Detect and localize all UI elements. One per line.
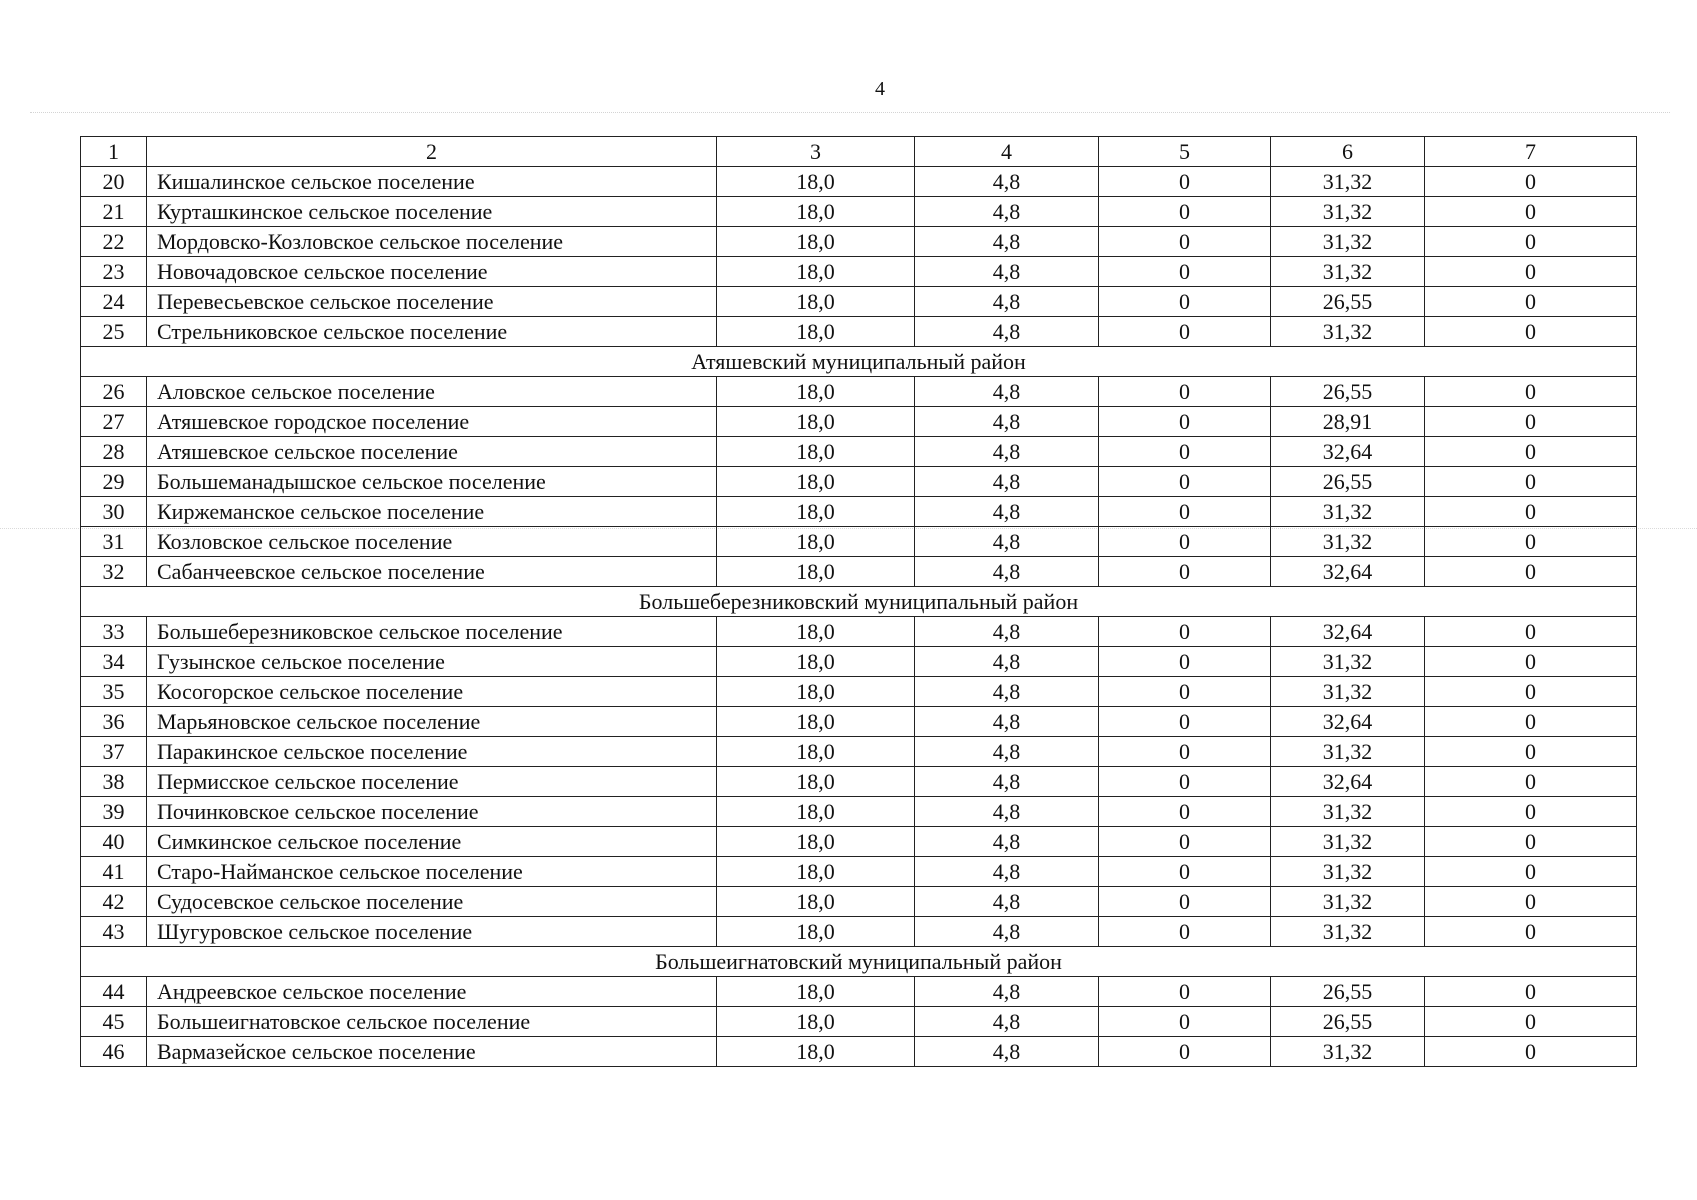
column-header: 4 (915, 137, 1099, 167)
value-cell-col4: 4,8 (915, 407, 1099, 437)
settlement-name-cell: Новочадовское сельское поселение (147, 257, 717, 287)
row-number-cell: 37 (81, 737, 147, 767)
settlement-name-cell: Курташкинское сельское поселение (147, 197, 717, 227)
table-header-row (81, 137, 1637, 167)
value-cell-col5: 0 (1099, 407, 1271, 437)
settlement-name-cell: Паракинское сельское поселение (147, 737, 717, 767)
value-cell-col4: 4,8 (915, 287, 1099, 317)
value-cell-col5: 0 (1099, 797, 1271, 827)
value-cell-col5: 0 (1099, 737, 1271, 767)
value-cell-col6: 31,32 (1271, 1037, 1425, 1067)
value-cell-col7: 0 (1425, 527, 1637, 557)
value-cell-col4: 4,8 (915, 467, 1099, 497)
value-cell-col3: 18,0 (717, 287, 915, 317)
value-cell-col5: 0 (1099, 227, 1271, 257)
column-header: 1 (81, 137, 147, 167)
value-cell-col4: 4,8 (915, 737, 1099, 767)
row-number-cell: 36 (81, 707, 147, 737)
row-number-cell: 24 (81, 287, 147, 317)
value-cell-col6: 26,55 (1271, 377, 1425, 407)
row-number-cell: 29 (81, 467, 147, 497)
value-cell-col7: 0 (1425, 227, 1637, 257)
settlement-name-cell: Козловское сельское поселение (147, 527, 717, 557)
row-number-cell: 22 (81, 227, 147, 257)
value-cell-col3: 18,0 (717, 227, 915, 257)
value-cell-col5: 0 (1099, 557, 1271, 587)
value-cell-col7: 0 (1425, 977, 1637, 1007)
table-row (81, 377, 1637, 407)
table-row (81, 167, 1637, 197)
table-row (81, 797, 1637, 827)
value-cell-col3: 18,0 (717, 557, 915, 587)
table-row (81, 467, 1637, 497)
value-cell-col5: 0 (1099, 1037, 1271, 1067)
row-number-cell: 38 (81, 767, 147, 797)
value-cell-col3: 18,0 (717, 707, 915, 737)
value-cell-col3: 18,0 (717, 827, 915, 857)
row-number-cell: 23 (81, 257, 147, 287)
column-header: 3 (717, 137, 915, 167)
value-cell-col3: 18,0 (717, 917, 915, 947)
value-cell-col7: 0 (1425, 1007, 1637, 1037)
value-cell-col6: 26,55 (1271, 467, 1425, 497)
settlement-name-cell: Починковское сельское поселение (147, 797, 717, 827)
value-cell-col3: 18,0 (717, 317, 915, 347)
settlement-name-cell: Перевесьевское сельское поселение (147, 287, 717, 317)
value-cell-col5: 0 (1099, 767, 1271, 797)
table-row (81, 1037, 1637, 1067)
value-cell-col6: 31,32 (1271, 737, 1425, 767)
settlement-name-cell: Аловское сельское поселение (147, 377, 717, 407)
value-cell-col4: 4,8 (915, 257, 1099, 287)
value-cell-col3: 18,0 (717, 467, 915, 497)
value-cell-col7: 0 (1425, 827, 1637, 857)
table-row (81, 497, 1637, 527)
value-cell-col3: 18,0 (717, 617, 915, 647)
table-row (81, 227, 1637, 257)
table-row (81, 767, 1637, 797)
value-cell-col4: 4,8 (915, 887, 1099, 917)
value-cell-col6: 31,32 (1271, 167, 1425, 197)
row-number-cell: 33 (81, 617, 147, 647)
value-cell-col5: 0 (1099, 707, 1271, 737)
value-cell-col7: 0 (1425, 497, 1637, 527)
value-cell-col7: 0 (1425, 437, 1637, 467)
value-cell-col4: 4,8 (915, 227, 1099, 257)
value-cell-col5: 0 (1099, 527, 1271, 557)
value-cell-col4: 4,8 (915, 707, 1099, 737)
value-cell-col6: 31,32 (1271, 647, 1425, 677)
table-row (81, 527, 1637, 557)
settlement-name-cell: Андреевское сельское поселение (147, 977, 717, 1007)
value-cell-col3: 18,0 (717, 977, 915, 1007)
value-cell-col7: 0 (1425, 797, 1637, 827)
settlement-name-cell: Атяшевское сельское поселение (147, 437, 717, 467)
value-cell-col3: 18,0 (717, 437, 915, 467)
value-cell-col4: 4,8 (915, 527, 1099, 557)
value-cell-col3: 18,0 (717, 377, 915, 407)
district-heading-row (81, 587, 1637, 617)
value-cell-col7: 0 (1425, 1037, 1637, 1067)
column-header: 5 (1099, 137, 1271, 167)
settlement-name-cell: Шугуровское сельское поселение (147, 917, 717, 947)
value-cell-col5: 0 (1099, 467, 1271, 497)
table-body (81, 137, 1637, 1067)
value-cell-col6: 28,91 (1271, 407, 1425, 437)
value-cell-col6: 32,64 (1271, 437, 1425, 467)
value-cell-col6: 31,32 (1271, 227, 1425, 257)
value-cell-col4: 4,8 (915, 1007, 1099, 1037)
settlement-name-cell: Большеигнатовское сельское поселение (147, 1007, 717, 1037)
value-cell-col6: 31,32 (1271, 797, 1425, 827)
table-row (81, 407, 1637, 437)
value-cell-col7: 0 (1425, 197, 1637, 227)
page-number: 4 (875, 78, 885, 100)
value-cell-col5: 0 (1099, 917, 1271, 947)
settlement-name-cell: Атяшевское городское поселение (147, 407, 717, 437)
district-name: Атяшевский муниципальный район (81, 347, 1637, 377)
value-cell-col5: 0 (1099, 977, 1271, 1007)
value-cell-col5: 0 (1099, 887, 1271, 917)
value-cell-col3: 18,0 (717, 1007, 915, 1037)
value-cell-col4: 4,8 (915, 497, 1099, 527)
value-cell-col7: 0 (1425, 857, 1637, 887)
settlement-name-cell: Симкинское сельское поселение (147, 827, 717, 857)
table-row (81, 917, 1637, 947)
value-cell-col3: 18,0 (717, 737, 915, 767)
value-cell-col6: 31,32 (1271, 497, 1425, 527)
value-cell-col4: 4,8 (915, 647, 1099, 677)
table-row (81, 647, 1637, 677)
table-row (81, 887, 1637, 917)
settlement-name-cell: Большеманадышское сельское поселение (147, 467, 717, 497)
value-cell-col6: 31,32 (1271, 257, 1425, 287)
value-cell-col5: 0 (1099, 167, 1271, 197)
table-row (81, 617, 1637, 647)
row-number-cell: 31 (81, 527, 147, 557)
row-number-cell: 26 (81, 377, 147, 407)
value-cell-col7: 0 (1425, 407, 1637, 437)
row-number-cell: 35 (81, 677, 147, 707)
value-cell-col3: 18,0 (717, 257, 915, 287)
row-number-cell: 27 (81, 407, 147, 437)
value-cell-col6: 31,32 (1271, 827, 1425, 857)
value-cell-col5: 0 (1099, 437, 1271, 467)
value-cell-col3: 18,0 (717, 407, 915, 437)
value-cell-col7: 0 (1425, 467, 1637, 497)
row-number-cell: 40 (81, 827, 147, 857)
row-number-cell: 30 (81, 497, 147, 527)
value-cell-col5: 0 (1099, 617, 1271, 647)
value-cell-col3: 18,0 (717, 677, 915, 707)
value-cell-col7: 0 (1425, 557, 1637, 587)
scan-artifact-line (30, 112, 1670, 113)
value-cell-col4: 4,8 (915, 827, 1099, 857)
settlement-name-cell: Судосевское сельское поселение (147, 887, 717, 917)
row-number-cell: 42 (81, 887, 147, 917)
row-number-cell: 44 (81, 977, 147, 1007)
table-row (81, 677, 1637, 707)
value-cell-col7: 0 (1425, 737, 1637, 767)
value-cell-col4: 4,8 (915, 797, 1099, 827)
value-cell-col7: 0 (1425, 167, 1637, 197)
table-row (81, 437, 1637, 467)
value-cell-col7: 0 (1425, 647, 1637, 677)
value-cell-col5: 0 (1099, 827, 1271, 857)
value-cell-col7: 0 (1425, 377, 1637, 407)
table-row (81, 737, 1637, 767)
value-cell-col4: 4,8 (915, 677, 1099, 707)
column-header: 2 (147, 137, 717, 167)
value-cell-col7: 0 (1425, 617, 1637, 647)
row-number-cell: 21 (81, 197, 147, 227)
table-row (81, 977, 1637, 1007)
value-cell-col3: 18,0 (717, 797, 915, 827)
value-cell-col5: 0 (1099, 197, 1271, 227)
settlement-name-cell: Вармазейское сельское поселение (147, 1037, 717, 1067)
value-cell-col3: 18,0 (717, 497, 915, 527)
settlement-name-cell: Мордовско-Козловское сельское поселение (147, 227, 717, 257)
settlement-name-cell: Сабанчеевское сельское поселение (147, 557, 717, 587)
row-number-cell: 32 (81, 557, 147, 587)
district-name: Большеигнатовский муниципальный район (81, 947, 1637, 977)
row-number-cell: 46 (81, 1037, 147, 1067)
column-header: 6 (1271, 137, 1425, 167)
value-cell-col7: 0 (1425, 767, 1637, 797)
value-cell-col7: 0 (1425, 317, 1637, 347)
value-cell-col6: 31,32 (1271, 887, 1425, 917)
table-row (81, 257, 1637, 287)
value-cell-col3: 18,0 (717, 887, 915, 917)
value-cell-col3: 18,0 (717, 1037, 915, 1067)
row-number-cell: 25 (81, 317, 147, 347)
value-cell-col3: 18,0 (717, 527, 915, 557)
value-cell-col4: 4,8 (915, 317, 1099, 347)
value-cell-col6: 31,32 (1271, 317, 1425, 347)
value-cell-col6: 31,32 (1271, 527, 1425, 557)
district-heading-row (81, 947, 1637, 977)
data-table (80, 136, 1637, 1067)
table-row (81, 317, 1637, 347)
value-cell-col5: 0 (1099, 857, 1271, 887)
value-cell-col7: 0 (1425, 707, 1637, 737)
settlement-name-cell: Марьяновское сельское поселение (147, 707, 717, 737)
value-cell-col6: 31,32 (1271, 917, 1425, 947)
settlement-name-cell: Большеберезниковское сельское поселение (147, 617, 717, 647)
value-cell-col6: 32,64 (1271, 617, 1425, 647)
settlement-name-cell: Кишалинское сельское поселение (147, 167, 717, 197)
value-cell-col5: 0 (1099, 677, 1271, 707)
table-row (81, 287, 1637, 317)
value-cell-col4: 4,8 (915, 167, 1099, 197)
value-cell-col6: 32,64 (1271, 707, 1425, 737)
settlement-name-cell: Старо-Найманское сельское поселение (147, 857, 717, 887)
value-cell-col3: 18,0 (717, 647, 915, 677)
value-cell-col4: 4,8 (915, 767, 1099, 797)
value-cell-col3: 18,0 (717, 197, 915, 227)
value-cell-col4: 4,8 (915, 197, 1099, 227)
value-cell-col4: 4,8 (915, 557, 1099, 587)
row-number-cell: 41 (81, 857, 147, 887)
value-cell-col4: 4,8 (915, 617, 1099, 647)
value-cell-col4: 4,8 (915, 917, 1099, 947)
settlement-name-cell: Пермисское сельское поселение (147, 767, 717, 797)
row-number-cell: 43 (81, 917, 147, 947)
district-name: Большеберезниковский муниципальный район (81, 587, 1637, 617)
settlement-name-cell: Киржеманское сельское поселение (147, 497, 717, 527)
value-cell-col5: 0 (1099, 257, 1271, 287)
table-row (81, 707, 1637, 737)
value-cell-col3: 18,0 (717, 767, 915, 797)
value-cell-col5: 0 (1099, 647, 1271, 677)
value-cell-col5: 0 (1099, 377, 1271, 407)
table-row (81, 557, 1637, 587)
value-cell-col6: 31,32 (1271, 197, 1425, 227)
value-cell-col6: 31,32 (1271, 677, 1425, 707)
district-heading-row (81, 347, 1637, 377)
settlement-name-cell: Косогорское сельское поселение (147, 677, 717, 707)
value-cell-col3: 18,0 (717, 857, 915, 887)
value-cell-col7: 0 (1425, 287, 1637, 317)
column-header: 7 (1425, 137, 1637, 167)
value-cell-col4: 4,8 (915, 437, 1099, 467)
value-cell-col5: 0 (1099, 287, 1271, 317)
value-cell-col4: 4,8 (915, 977, 1099, 1007)
value-cell-col7: 0 (1425, 257, 1637, 287)
value-cell-col3: 18,0 (717, 167, 915, 197)
table-row (81, 1007, 1637, 1037)
settlement-name-cell: Гузынское сельское поселение (147, 647, 717, 677)
value-cell-col6: 26,55 (1271, 977, 1425, 1007)
row-number-cell: 28 (81, 437, 147, 467)
value-cell-col7: 0 (1425, 677, 1637, 707)
value-cell-col5: 0 (1099, 497, 1271, 527)
value-cell-col5: 0 (1099, 317, 1271, 347)
table-row (81, 827, 1637, 857)
value-cell-col7: 0 (1425, 887, 1637, 917)
value-cell-col6: 32,64 (1271, 557, 1425, 587)
value-cell-col6: 26,55 (1271, 287, 1425, 317)
value-cell-col6: 26,55 (1271, 1007, 1425, 1037)
value-cell-col6: 31,32 (1271, 857, 1425, 887)
row-number-cell: 45 (81, 1007, 147, 1037)
row-number-cell: 34 (81, 647, 147, 677)
value-cell-col5: 0 (1099, 1007, 1271, 1037)
value-cell-col4: 4,8 (915, 857, 1099, 887)
row-number-cell: 20 (81, 167, 147, 197)
value-cell-col4: 4,8 (915, 1037, 1099, 1067)
table-row (81, 857, 1637, 887)
table-row (81, 197, 1637, 227)
row-number-cell: 39 (81, 797, 147, 827)
value-cell-col6: 32,64 (1271, 767, 1425, 797)
value-cell-col7: 0 (1425, 917, 1637, 947)
value-cell-col4: 4,8 (915, 377, 1099, 407)
settlement-name-cell: Стрельниковское сельское поселение (147, 317, 717, 347)
